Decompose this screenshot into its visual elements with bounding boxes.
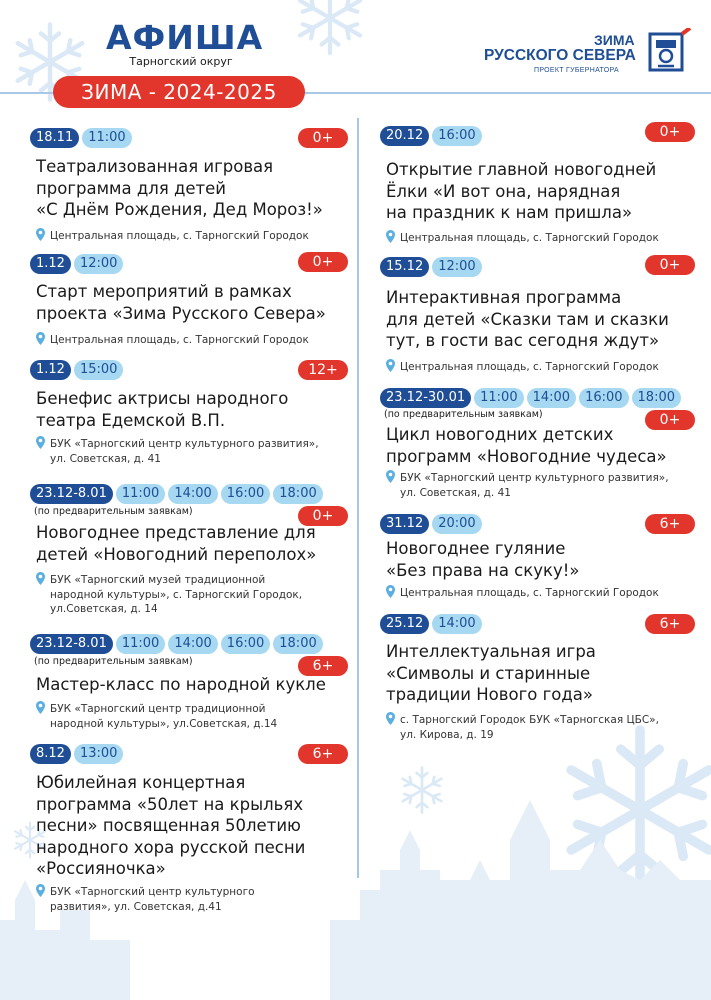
event-title-line: программа «50лет на крыльях (36, 794, 304, 814)
event-note: (по предварительным заявкам) (34, 506, 193, 517)
event-date: 20.12 (380, 126, 429, 146)
event-location-line: с. Тарногский Городок БУК «Тарногская ЦБС», (400, 714, 659, 726)
event-title (36, 388, 288, 431)
event-time: 12:00 (74, 254, 123, 274)
event-title-line: Юбилейная концертная (36, 773, 246, 792)
event-title (386, 641, 596, 706)
event-location (36, 701, 277, 731)
event-title-line: Старт мероприятий в рамках (36, 282, 292, 301)
event-title-line: Интерактивная программа (386, 288, 622, 307)
event-location (386, 585, 659, 601)
event-time: 16:00 (579, 388, 628, 408)
event-title-line: народного хора русской песни (36, 837, 306, 857)
event-location (386, 230, 659, 246)
event-location-line: БУК «Тарногский центр культурного развития», (400, 472, 669, 484)
event-title-line: детей «Новогодний переполох» (36, 544, 317, 564)
event-title-line: Бенефис актрисы народного (36, 389, 289, 408)
event-time: 16:00 (432, 126, 481, 146)
event-title-line: тут, в гости вас сегодня ждут» (386, 331, 660, 350)
age-rating-badge: 0+ (645, 255, 695, 275)
event-badges (380, 126, 485, 146)
event-time: 11:00 (82, 128, 131, 148)
event-title (386, 159, 656, 224)
event-location-line: Центральная площадь, с. Тарногский Городок (400, 232, 659, 244)
event-time: 20:00 (432, 514, 481, 534)
location-pin-icon (36, 572, 45, 585)
location-pin-icon (386, 470, 395, 483)
event-time: 14:00 (168, 634, 217, 654)
event-title-line: «Символы и старинные (386, 663, 591, 683)
event-time: 18:00 (632, 388, 681, 408)
event-location-line: ул. Кирова, д. 19 (400, 728, 494, 741)
event-badges (30, 744, 126, 764)
event-title-line: Интеллектуальная игра (386, 642, 596, 661)
age-rating-badge: 0+ (298, 506, 348, 526)
page-subtitle: Тарногский округ (129, 55, 233, 68)
snowflake-icon (403, 768, 442, 813)
event-location (386, 712, 659, 742)
event-badges (30, 634, 326, 654)
event-note: (по предварительным заявкам) (34, 656, 193, 667)
event-date: 1.12 (30, 360, 71, 380)
location-pin-icon (36, 436, 45, 449)
event-date: 18.11 (30, 128, 79, 148)
location-pin-icon (386, 585, 395, 598)
event-badges (30, 360, 126, 380)
event-title (386, 424, 667, 467)
logo-line2: РУССКОГО СЕВЕРА (484, 47, 636, 64)
event-title (36, 522, 316, 565)
event-badges (30, 484, 326, 504)
event-location-line: БУК «Тарногский музей традиционной (50, 574, 266, 586)
event-location (36, 884, 255, 914)
logo-line3: ПРОЕКТ ГУБЕРНАТОРА (534, 67, 619, 74)
event-title-line: программа для детей (36, 178, 227, 198)
event-title (386, 538, 579, 581)
event-time: 18:00 (273, 634, 322, 654)
location-pin-icon (36, 884, 45, 897)
event-location-line: ул. Советская, д. 41 (400, 486, 511, 499)
event-time: 16:00 (221, 484, 270, 504)
event-title-line: проекта «Зима Русского Севера» (36, 303, 326, 323)
event-badges (380, 388, 684, 408)
age-rating-badge: 0+ (645, 410, 695, 430)
event-title (36, 674, 326, 696)
age-rating-badge: 6+ (298, 744, 348, 764)
event-date: 15.12 (380, 257, 429, 277)
event-title-line: «Россияночка» (36, 859, 166, 878)
event-title-line: театра Едемской В.П. (36, 410, 226, 430)
logo-line1: ЗИМА (594, 32, 635, 48)
location-pin-icon (386, 359, 395, 372)
brand-logo (482, 22, 692, 80)
event-title (36, 281, 326, 324)
event-title-line: Мастер-класс по народной кукле (36, 675, 326, 694)
event-location-line: БУК «Тарногский центр культурного развития», (50, 438, 319, 450)
event-location-line: народной культуры», ул.Советская, д.14 (50, 717, 278, 730)
event-location (386, 470, 669, 500)
event-location (36, 572, 302, 617)
event-title (36, 772, 305, 880)
event-title (386, 287, 669, 352)
event-date: 23.12-30.01 (380, 388, 471, 408)
event-location-line: Центральная площадь, с. Тарногский Городок (50, 230, 309, 242)
column-divider (357, 118, 359, 878)
event-title (36, 156, 323, 221)
header-divider-left (0, 92, 55, 94)
event-location (36, 332, 309, 348)
event-date: 25.12 (380, 614, 429, 634)
event-date: 31.12 (380, 514, 429, 534)
event-time: 11:00 (474, 388, 523, 408)
event-time: 11:00 (116, 484, 165, 504)
event-title-line: Театрализованная игровая (36, 157, 274, 176)
event-date: 23.12-8.01 (30, 484, 113, 504)
age-rating-badge: 0+ (298, 128, 348, 148)
event-time: 11:00 (116, 634, 165, 654)
event-location-line: БУК «Тарногский центр традиционной (50, 703, 266, 715)
event-badges (380, 614, 485, 634)
event-time: 14:00 (527, 388, 576, 408)
event-title-line: песни» посвященная 50летию (36, 816, 301, 835)
event-location-line: ул. Советская, д. 41 (50, 452, 161, 465)
event-date: 23.12-8.01 (30, 634, 113, 654)
event-time: 15:00 (74, 360, 123, 380)
event-badges (380, 257, 485, 277)
event-title-line: «С Днём Рождения, Дед Мороз!» (36, 200, 323, 219)
event-location-line: Центральная площадь, с. Тарногский Городок (50, 334, 309, 346)
event-title-line: программ «Новогодние чудеса» (386, 446, 667, 466)
age-rating-badge: 0+ (645, 122, 695, 142)
event-title-line: Открытие главной новогодней (386, 160, 657, 179)
event-location-line: БУК «Тарногский центр культурного (50, 886, 255, 898)
event-location (36, 436, 319, 466)
event-title-line: для детей «Сказки там и сказки (386, 309, 669, 329)
location-pin-icon (36, 228, 45, 241)
age-rating-badge: 6+ (298, 656, 348, 676)
event-location (36, 228, 309, 244)
age-rating-badge: 12+ (298, 360, 348, 380)
event-title-line: традиции Нового года» (386, 685, 593, 704)
event-title-line: на праздник к нам пришла» (386, 203, 633, 222)
page-title: АФИША (106, 18, 264, 57)
season-badge: ЗИМА - 2024-2025 (53, 76, 305, 108)
location-pin-icon (36, 701, 45, 714)
event-title-line: Новогоднее представление для (36, 523, 316, 542)
header-divider-right (303, 92, 711, 94)
event-location-line: народной культуры», с. Тарногский Городок, (50, 588, 303, 601)
event-time: 13:00 (74, 744, 123, 764)
event-badges (30, 254, 126, 274)
event-time: 18:00 (273, 484, 322, 504)
event-time: 14:00 (432, 614, 481, 634)
header (0, 0, 711, 110)
event-badges (380, 514, 485, 534)
age-rating-badge: 6+ (645, 514, 695, 534)
event-location-line: ул.Советская, д. 14 (50, 603, 158, 615)
event-title-line: Цикл новогодних детских (386, 425, 614, 444)
event-location-line: Центральная площадь, с. Тарногский Городок (400, 587, 659, 599)
event-location-line: развития», ул. Советская, д.41 (50, 900, 222, 913)
event-time: 16:00 (221, 634, 270, 654)
event-date: 1.12 (30, 254, 71, 274)
event-title-line: Новогоднее гуляние (386, 539, 566, 558)
event-location (386, 359, 659, 375)
event-title-line: Ёлки «И вот она, нарядная (386, 181, 621, 201)
location-pin-icon (386, 230, 395, 243)
event-location-line: Центральная площадь, с. Тарногский Городок (400, 361, 659, 373)
location-pin-icon (386, 712, 395, 725)
logo-emblem-icon (642, 28, 692, 78)
location-pin-icon (36, 332, 45, 345)
event-badges (30, 128, 135, 148)
age-rating-badge: 0+ (298, 252, 348, 272)
age-rating-badge: 6+ (645, 614, 695, 634)
event-time: 14:00 (168, 484, 217, 504)
event-time: 12:00 (432, 257, 481, 277)
event-title-line: «Без права на скуку!» (386, 560, 580, 580)
event-note: (по предварительным заявкам) (384, 409, 543, 420)
event-date: 8.12 (30, 744, 71, 764)
